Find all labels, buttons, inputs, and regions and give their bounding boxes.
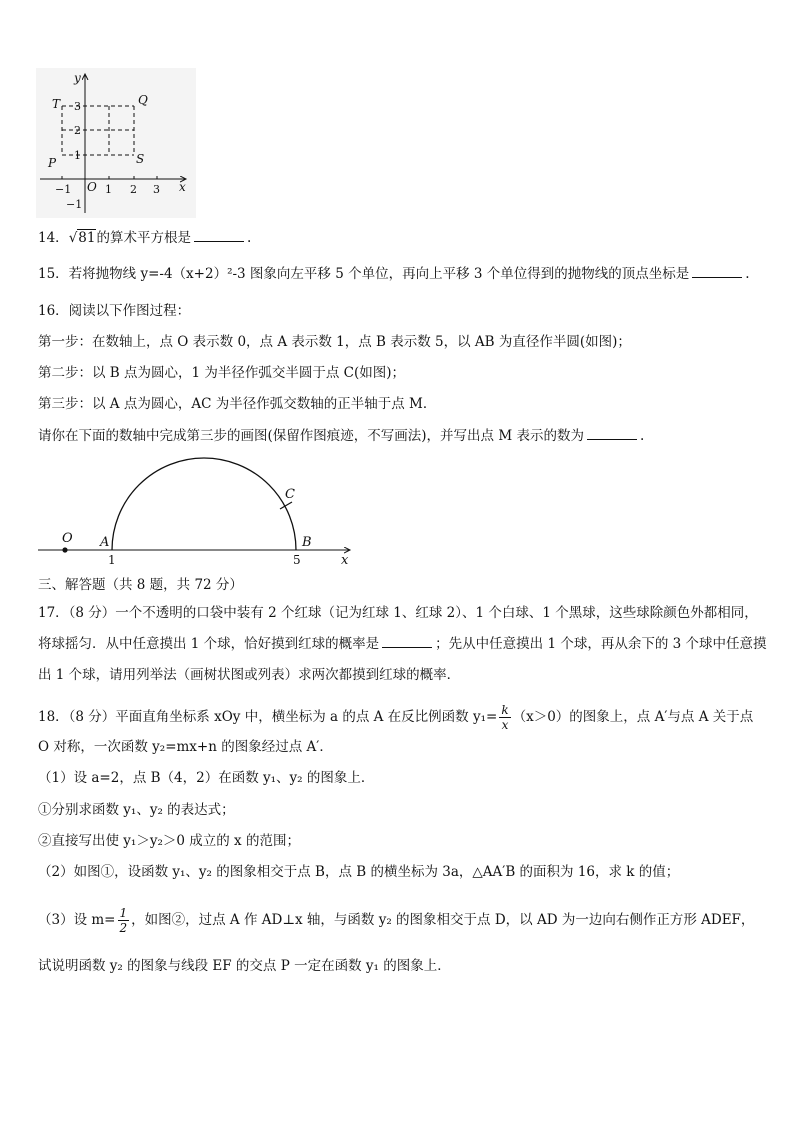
question-18-part1a: ①分别求函数 y₁、y₂ 的表达式； [38, 802, 235, 818]
question-18-part3-line2: 试说明函数 y₂ 的图象与线段 EF 的交点 P 一定在函数 y₁ 的图象上． [38, 958, 451, 974]
question-18-part3: （3）设 m= $\frac{1}{2}$ ，如图②，过点 A 作 AD⊥x 轴，与函数 y₂ 的图象相交于点 D，以 AD 为一边向右侧作正方形 ADEF， [38, 906, 755, 935]
question-18-part1: （1）设 a=2，点 B（4，2）在函数 y₁、y₂ 的图象上． [38, 770, 375, 786]
question-18-part1b: ②直接写出使 y₁＞y₂＞0 成立的 x 的范围； [38, 833, 300, 849]
label-x: x [341, 553, 349, 568]
question-16-title: 16．阅读以下作图过程： [38, 303, 191, 319]
answer-blank-17[interactable] [382, 635, 432, 648]
question-18-line1: 18．（8 分）平面直角坐标系 xOy 中，横坐标为 a 的点 A 在反比例函数 y₁= $\frac{k}{x}$ （x＞0）的图象上，点 A′与点 A 关于点 [38, 703, 754, 732]
label-A: A [100, 535, 110, 550]
question-17-line2: 将球摇匀．从中任意摸出 1 个球，恰好摸到红球的概率是 ；先从中任意摸出 1 个球，再从余下的 3 个球中任意摸 [38, 636, 767, 652]
y-tick-2: 2 [74, 124, 81, 137]
x-tick-2: 2 [130, 183, 137, 196]
question-14: 14．√81的算术平方根是 . [38, 230, 252, 246]
coordinate-figure [36, 68, 196, 218]
answer-blank-14[interactable] [194, 229, 244, 242]
answer-blank-15[interactable] [692, 265, 742, 278]
y-tick-1: 1 [74, 149, 81, 162]
question-16-step2: 第二步：以 B 点为圆心，1 为半径作弧交半圆于点 C(如图)； [38, 365, 406, 381]
y-axis-label: y [74, 71, 81, 85]
label-1: 1 [108, 553, 116, 567]
question-16-step3: 第三步：以 A 点为圆心，AC 为半径作弧交数轴的正半轴于点 M． [38, 396, 437, 412]
label-B: B [302, 535, 312, 550]
x-tick-1: 1 [105, 183, 112, 196]
question-18-part2: （2）如图①，设函数 y₁、y₂ 的图象相交于点 B，点 B 的横坐标为 3a，△AA′B 的面积为 16，求 k 的值； [38, 864, 680, 880]
x-tick-3: 3 [153, 183, 160, 196]
question-16-ask: 请你在下面的数轴中完成第三步的画图(保留作图痕迹，不写画法)，并写出点 M 表示的数为 . [38, 428, 645, 444]
label-C: C [285, 487, 295, 502]
semicircle-arc [112, 458, 296, 550]
point-T: T [52, 97, 61, 111]
semicircle-figure [34, 452, 364, 572]
point-S: S [136, 152, 145, 166]
question-18-line2: O 对称，一次函数 y₂=mx+n 的图象经过点 A′． [38, 739, 333, 755]
answer-blank-16[interactable] [587, 427, 637, 440]
point-O-dot [62, 547, 67, 552]
question-16-step1: 第一步：在数轴上，点 O 表示数 0，点 A 表示数 1，点 B 表示数 5，以 AB 为直径作半圆(如图)； [38, 334, 631, 350]
origin-label: O [87, 180, 97, 194]
x-axis-label: x [179, 180, 186, 194]
x-tick-neg1: −1 [55, 183, 72, 196]
y-tick-neg1: −1 [66, 198, 83, 211]
point-P: P [48, 156, 57, 170]
label-O: O [62, 531, 73, 546]
fraction-k-over-x: $\frac{k}{x}$ [501, 703, 509, 732]
sqrt-radicand: 81 [78, 230, 96, 246]
fraction-one-half: $\frac{1}{2}$ [119, 906, 128, 935]
point-Q: Q [138, 93, 148, 107]
section-3-title: 三、解答题（共 8 题，共 72 分） [38, 577, 243, 593]
question-15: 15．若将抛物线 y=-4（x+2）²-3 图象向左平移 5 个单位，再向上平移 3 个单位得到的抛物线的顶点坐标是 . [38, 266, 750, 282]
question-17-line1: 17．（8 分）一个不透明的口袋中装有 2 个红球（记为红球 1、红球 2）、1 个白球、1 个黑球，这些球除颜色外都相同， [38, 605, 758, 621]
y-tick-3: 3 [74, 100, 81, 113]
question-17-line3: 出 1 个球，请用列举法（画树状图或列表）求两次都摸到红球的概率． [38, 667, 461, 683]
label-5: 5 [293, 553, 301, 567]
